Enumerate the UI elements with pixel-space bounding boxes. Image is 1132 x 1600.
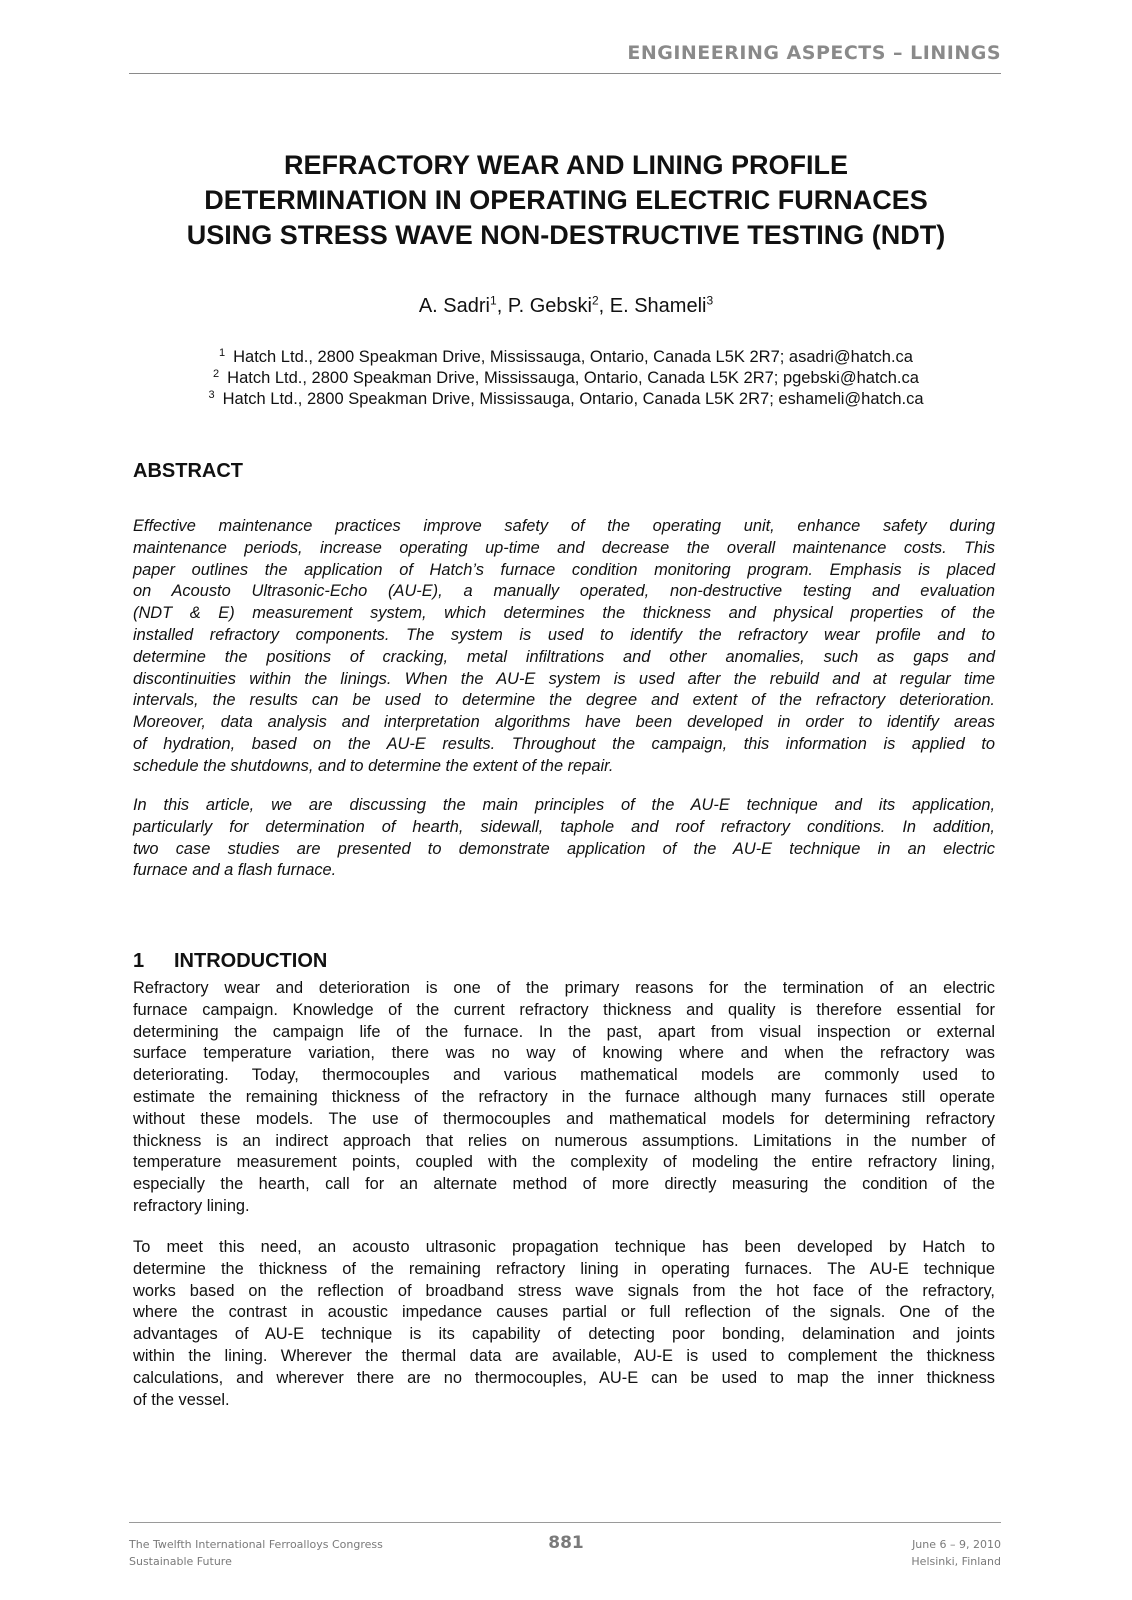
footer-date: June 6 – 9, 2010 <box>912 1538 1001 1551</box>
text-line: temperature measurement points, coupled with the complexity of modeling the entire refractory lining, <box>133 1153 995 1172</box>
author-affiliation-mark: 2 <box>591 293 599 308</box>
abstract-paragraph-1 <box>133 516 995 778</box>
affiliation-mark: 1 <box>219 346 226 359</box>
affiliation-mark: 2 <box>213 367 220 380</box>
author-affiliation-mark: 3 <box>706 293 714 308</box>
author-name: P. Gebski <box>507 295 592 317</box>
section-heading-introduction <box>133 950 327 973</box>
text-line: (NDT & E) measurement system, which determines the thickness and physical properties of the <box>133 604 995 623</box>
text-line: estimate the remaining thickness of the refractory in the furnace although many furnaces still operate <box>133 1087 995 1106</box>
text-line: Refractory wear and deterioration is one of the primary reasons for the termination of an electric <box>133 979 995 997</box>
author-list: A. Sadri$^1$, P. Gebski$^2$, E. Shameli$^3$ <box>418 293 714 317</box>
footer-conference-theme: Sustainable Future <box>129 1555 232 1568</box>
text-line: determining the campaign life of the furnace. In the past, apart from visual inspection or external <box>133 1022 995 1041</box>
title-line: USING STRESS WAVE NON-DESTRUCTIVE TESTING (NDT) <box>186 220 946 250</box>
title-line: REFRACTORY WEAR AND LINING PROFILE <box>283 150 848 180</box>
text-line: furnace and a flash furnace. <box>133 861 337 880</box>
text-line: within the lining. Wherever the thermal data are available, AU-E is used to complement the thickness <box>133 1346 995 1365</box>
author-name: E. Shameli <box>609 295 707 317</box>
abstract-heading: ABSTRACT <box>133 460 243 482</box>
text-line: furnace campaign. Knowledge of the current refractory thickness and quality is therefore essential for <box>133 1000 995 1019</box>
text-line: To meet this need, an acousto ultrasonic propagation technique has been developed by Hatch to <box>133 1238 995 1256</box>
text-line: especially the hearth, call for an alternate method of more directly measuring the condition of the <box>133 1175 995 1194</box>
text-line: deteriorating. Today, thermocouples and various mathematical models are commonly used to <box>133 1066 995 1085</box>
text-line: maintenance periods, increase operating up-time and decrease the overall maintenance costs. This <box>133 538 995 557</box>
footer-conference-name: The Twelfth International Ferroalloys Congress <box>129 1538 383 1551</box>
text-line: installed refractory components. The system is used to identify the refractory wear profile and to <box>133 625 995 644</box>
text-line: particularly for determination of hearth, sidewall, taphole and roof refractory conditions. In addition, <box>133 817 995 836</box>
page-number: 881 <box>548 1533 584 1553</box>
text-line: intervals, the results can be used to determine the degree and extent of the refractory deterioration. <box>133 691 995 710</box>
text-line: Moreover, data analysis and interpretation algorithms have been developed in order to identify areas <box>133 713 995 732</box>
affiliation-list <box>0 347 1132 410</box>
text-line: works based on the reflection of broadband stress wave signals from the hot face of the refractory, <box>133 1281 995 1300</box>
affiliation-text: Hatch Ltd., 2800 Speakman Drive, Mississauga, Ontario, Canada L5K 2R7; eshameli@hatch.ca <box>222 390 924 408</box>
footer-date-location <box>911 1536 1001 1570</box>
author-affiliation-mark: 1 <box>490 293 497 308</box>
header-rule <box>129 73 1001 74</box>
text-line: surface temperature variation, there was no way of knowing where and when the refractory was <box>133 1044 995 1063</box>
affiliation <box>0 347 1132 368</box>
text-line: of the vessel. <box>133 1390 230 1409</box>
text-line: where the contrast in acoustic impedance causes partial or full reflection of the signals. One of the <box>133 1303 995 1322</box>
section-number: 1 <box>133 950 145 972</box>
text-line: discontinuities within the linings. When the AU-E system is used after the rebuild and at regular time <box>133 669 995 688</box>
abstract-paragraph-2 <box>133 795 995 882</box>
footer-location: Helsinki, Finland <box>911 1555 1001 1568</box>
affiliation-text: Hatch Ltd., 2800 Speakman Drive, Mississauga, Ontario, Canada L5K 2R7; asadri@hatch.ca <box>233 348 913 366</box>
text-line: two case studies are presented to demonstrate application of the AU-E technique in an electric <box>133 839 995 858</box>
text-line: Effective maintenance practices improve safety of the operating unit, enhance safety during <box>133 517 995 535</box>
section-title: INTRODUCTION <box>174 950 328 972</box>
affiliation <box>0 368 1132 389</box>
text-line: on Acousto Ultrasonic-Echo (AU-E), a manually operated, non-destructive testing and evaluation <box>133 582 995 601</box>
text-line: advantages of AU-E technique is its capability of detecting poor bonding, delamination and joints <box>133 1325 995 1344</box>
text-line: paper outlines the application of Hatch’s furnace condition monitoring program. Emphasis is placed <box>133 560 995 579</box>
text-line: thickness is an indirect approach that relies on numerous assumptions. Limitations in the number of <box>133 1131 995 1150</box>
title-line: DETERMINATION IN OPERATING ELECTRIC FURNACES <box>204 185 928 215</box>
text-line: refractory lining. <box>133 1196 250 1215</box>
text-line: of hydration, based on the AU-E results. Throughout the campaign, this information is applied to <box>133 734 995 753</box>
text-line: schedule the shutdowns, and to determine the extent of the repair. <box>133 756 614 775</box>
intro-paragraph-2 <box>133 1237 995 1411</box>
text-line: without these models. The use of thermocouples and mathematical models for determining refractory <box>133 1109 995 1128</box>
text-line: determine the positions of cracking, metal infiltrations and other anomalies, such as gaps and <box>133 647 995 666</box>
author-name: A. Sadri <box>418 295 490 317</box>
running-head: ENGINEERING ASPECTS – LININGS <box>627 42 1001 64</box>
text-line: determine the thickness of the remaining refractory lining in operating furnaces. The AU-E technique <box>133 1259 995 1278</box>
affiliation-text: Hatch Ltd., 2800 Speakman Drive, Mississauga, Ontario, Canada L5K 2R7; pgebski@hatch.ca <box>227 369 919 387</box>
footer-rule <box>129 1522 1001 1523</box>
text-line: calculations, and wherever there are no thermocouples, AU-E can be used to map the inner thickness <box>133 1368 995 1387</box>
text-line: In this article, we are discussing the main principles of the AU-E technique and its application, <box>133 796 995 814</box>
affiliation-mark: 3 <box>208 388 215 401</box>
intro-paragraph-1 <box>133 978 995 1218</box>
affiliation <box>0 389 1132 410</box>
paper-title <box>100 148 1032 253</box>
